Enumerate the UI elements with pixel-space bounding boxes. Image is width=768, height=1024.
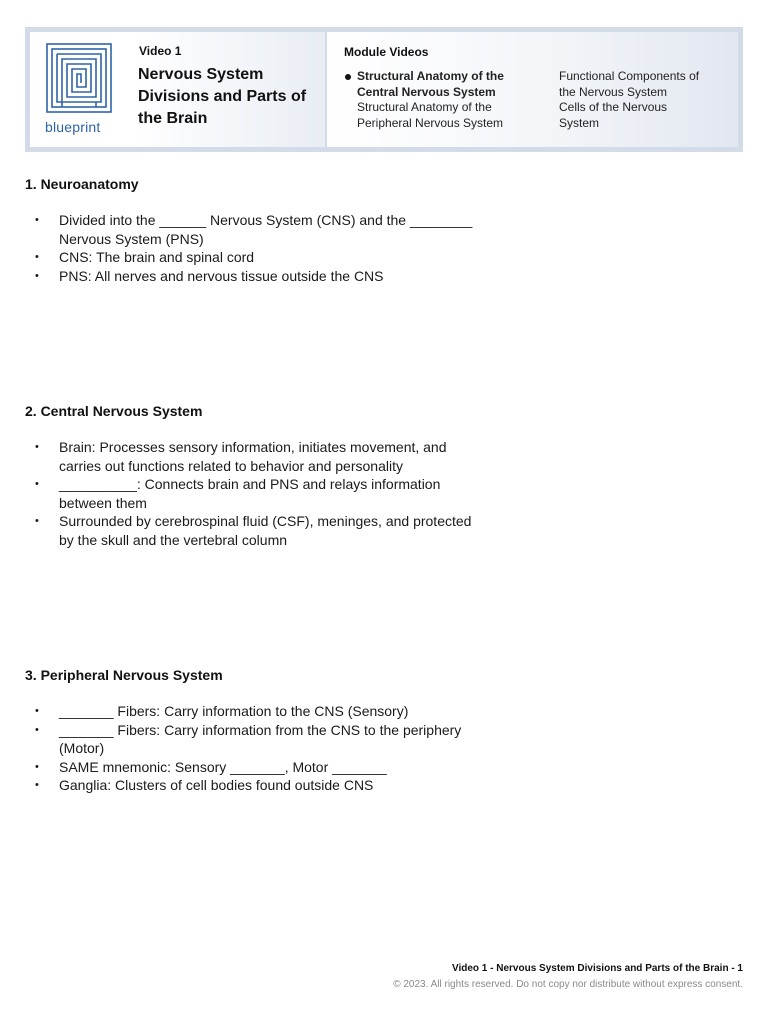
list-item <box>25 267 485 286</box>
item-text: Divided into the <box>59 212 160 228</box>
bullet-icon: • <box>35 251 39 264</box>
video-number: Video 1 <box>139 44 182 58</box>
item-text: Fibers: Carry information from the CNS to the periphery (Motor) <box>59 721 462 757</box>
item-text: Ganglia: Clusters of cell bodies found outside CNS <box>59 777 374 794</box>
section-neuroanatomy <box>25 176 485 285</box>
item-text: SAME mnemonic: Sensory <box>59 758 231 775</box>
list-item <box>25 248 485 267</box>
bullet-icon: • <box>35 269 39 282</box>
item-text: CNS: The brain and spinal cord <box>59 249 255 266</box>
fill-in-blank: ________ <box>409 212 473 228</box>
video-title: Nervous System Divisions and Parts of the Brain <box>138 66 307 127</box>
fill-in-blank: _______ <box>332 758 387 775</box>
bullet-icon: • <box>35 760 39 773</box>
logo-wordmark: blueprint <box>45 119 101 135</box>
section-heading: 3. Peripheral Nervous System <box>25 667 223 683</box>
bullet-icon: • <box>35 214 39 226</box>
item-text: Brain: Processes sensory information, initiates movement, and carries out functions related to behavior and personality <box>59 439 447 474</box>
module-list-col2 <box>559 69 709 131</box>
current-bullet-icon <box>345 74 351 80</box>
item-text: Fibers: Carry information to the CNS (Sensory) <box>113 703 409 719</box>
list-item <box>25 512 485 549</box>
module-video-label: Structural Anatomy of the Peripheral Nervous System <box>357 100 504 130</box>
bullet-icon: • <box>35 478 39 491</box>
section-peripheral-nervous-system <box>25 667 485 795</box>
list-item <box>25 702 485 721</box>
brand-panel <box>30 32 325 147</box>
item-text: PNS: All nerves and nervous tissue outside the CNS <box>59 267 384 284</box>
item-text: Nervous System (PNS) <box>59 230 204 247</box>
section-central-nervous-system <box>25 403 485 550</box>
list-item <box>25 758 485 777</box>
footer-copyright: © 2023. All rights reserved. Do not copy nor distribute without express consent. <box>393 979 743 990</box>
list-item <box>25 211 485 248</box>
footer-page-title: Video 1 - Nervous System Divisions and Parts of the Brain - 1 <box>451 963 743 974</box>
list-item <box>25 721 485 758</box>
blueprint-logo-icon <box>46 43 112 113</box>
fill-in-blank: ______ <box>159 212 207 228</box>
item-text: : Connects brain and PNS and relays information between them <box>59 476 441 511</box>
bullet-icon: • <box>35 705 39 717</box>
fill-in-blank: _______ <box>59 703 114 719</box>
item-text: Nervous System (CNS) and the <box>206 212 410 228</box>
list-item <box>25 475 485 512</box>
module-video-link[interactable] <box>344 69 537 100</box>
fill-in-blank: __________ <box>59 476 137 493</box>
bullet-icon: • <box>35 515 39 528</box>
fill-in-blank: _______ <box>230 758 285 775</box>
module-video-label: Cells of the Nervous System <box>559 100 668 130</box>
bullet-icon: • <box>35 441 39 453</box>
module-videos-panel <box>327 32 738 147</box>
module-video-link[interactable] <box>344 100 537 131</box>
section-heading: 1. Neuroanatomy <box>25 176 139 192</box>
section-heading: 2. Central Nervous System <box>25 403 203 419</box>
bullet-icon: • <box>35 779 39 792</box>
bullet-list <box>25 438 485 550</box>
module-video-link[interactable] <box>559 69 709 100</box>
list-item <box>25 438 485 475</box>
header-banner <box>25 27 743 152</box>
module-video-label: Structural Anatomy of the Central Nervous System <box>357 69 504 99</box>
item-text: , Motor <box>284 758 333 775</box>
bullet-icon: • <box>35 723 39 736</box>
bullet-list <box>25 702 485 795</box>
bullet-list <box>25 211 485 285</box>
module-video-link[interactable] <box>559 100 709 131</box>
module-videos-heading: Module Videos <box>344 45 429 59</box>
fill-in-blank: _______ <box>59 721 114 738</box>
module-list-col1 <box>357 69 537 131</box>
list-item <box>25 776 485 795</box>
module-video-label: Functional Components of the Nervous System <box>559 69 700 99</box>
item-text: Surrounded by cerebrospinal fluid (CSF), meninges, and protected by the skull and the vertebral column <box>59 513 472 548</box>
